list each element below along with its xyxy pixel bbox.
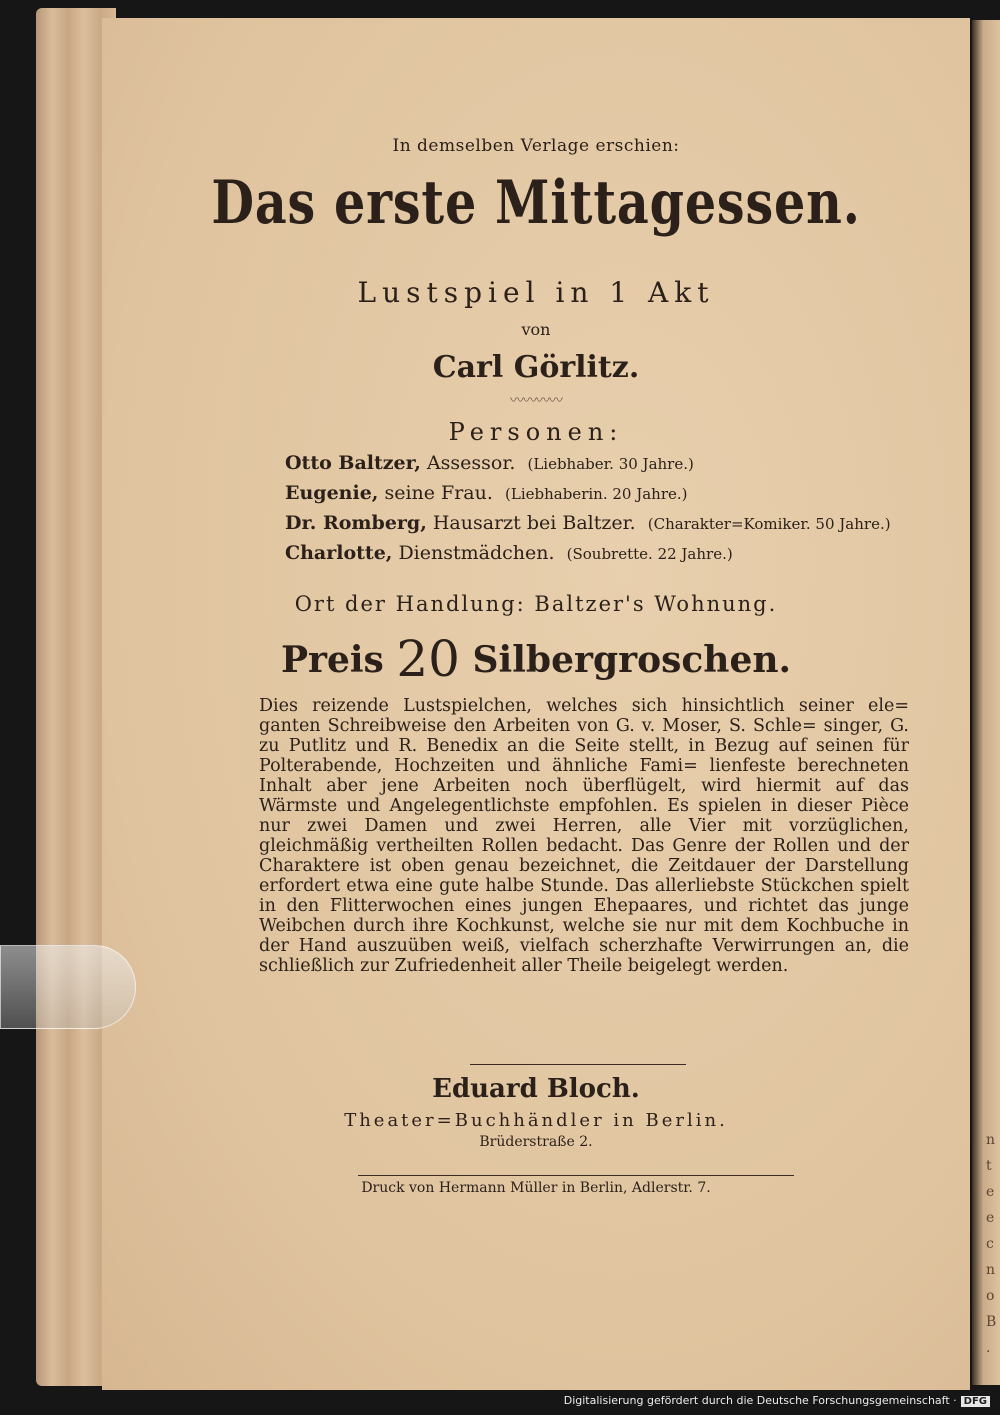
document-page [102, 18, 970, 1390]
cast-item [285, 542, 965, 572]
play-subtitle: Lustspiel in 1 Akt [357, 276, 715, 309]
price-amount: 20 [396, 630, 460, 688]
author-name: Carl Görlitz. [432, 350, 640, 385]
publisher-name: Eduard Bloch. [432, 1074, 640, 1104]
ornament-divider: 〰〰〰〰 [510, 393, 562, 409]
cast-role: Dienstmädchen. [392, 542, 555, 564]
cast-heading: Personen: [448, 418, 624, 446]
dfg-logo: DFG [961, 1396, 990, 1407]
cast-role: seine Frau. [378, 482, 493, 504]
printer-line: Druck von Hermann Müller in Berlin, Adlerstr. 7. [361, 1180, 711, 1196]
publisher-address: Brüderstraße 2. [479, 1134, 593, 1150]
edge-mark: n [986, 1132, 996, 1148]
edge-mark: n [986, 1262, 996, 1278]
edge-mark: e [986, 1184, 995, 1200]
cast-list [285, 452, 965, 572]
description-paragraph: Dies reizende Lustspielchen, welches sich hinsichtlich seiner ele= ganten Schreibweise den Arbeiten von G. v. Moser, S. Schle= singer, G. zu Putlitz und R. Benedix an die Seite stellt, in Bezug auf seinen für Polterabende, Hochzeiten und ähnliche Fami= lienfeste berechneten Inhalt aber jene Arbeiten noch überflügelt, wird hiermit auf das Wärmste und Angelegentlichste empfohlen. Es spielen in dieser Pièce nur zwei Damen und zwei Herren, alle Vier mit vorzüglichen, gleichmäßig vertheilten Rollen bedacht. Das Genre der Rollen und der Charaktere ist oben genau bezeichnet, die Zeitdauer der Darstellung erfordert etwa eine gute halbe Stunde. Das allerliebste Stückchen spielt in den Flitterwochen eines jungen Ehepaares, und richtet das junge Weibchen durch ihre Kochkunst, welche sie nur mit dem Kochbuche in der Hand auszuüben weiß, vielfach scherzhafte Verwirrungen an, die schließlich zur Zufriedenheit aller Theile beigelegt werden. [259, 696, 909, 976]
cast-name: Eugenie, [285, 482, 379, 504]
cast-note: (Liebhaberin. 20 Jahre.) [505, 485, 688, 503]
edge-mark: e [986, 1210, 995, 1226]
by-line: von [521, 320, 551, 339]
cast-note: (Charakter=Komiker. 50 Jahre.) [647, 515, 891, 533]
edge-mark: c [986, 1236, 994, 1252]
edge-mark: . [986, 1340, 991, 1356]
footer-credit: Digitalisierung gefördert durch die Deutsche Forschungsgemeinschaft · [563, 1394, 957, 1407]
cast-item [285, 452, 965, 482]
intro-line: In demselben Verlage erschien: [392, 136, 680, 156]
play-title: Das erste Mittagessen. [211, 168, 861, 238]
edge-mark: B [986, 1314, 997, 1330]
cast-role: Hausarzt bei Baltzer. [426, 512, 636, 534]
cast-item [285, 482, 965, 512]
price-label: Preis [280, 639, 384, 681]
scanner-clip [0, 945, 136, 1029]
cast-name: Otto Baltzer, [285, 452, 421, 474]
cast-role: Assessor. [420, 452, 516, 474]
adjacent-page-edge [972, 20, 1000, 1385]
cast-note: (Liebhaber. 30 Jahre.) [527, 455, 694, 473]
location-line: Ort der Handlung: Baltzer's Wohnung. [294, 592, 778, 616]
digitization-footer [564, 1394, 990, 1407]
cast-name: Charlotte, [285, 542, 393, 564]
divider-rule [358, 1175, 794, 1176]
divider-rule [470, 1064, 686, 1065]
edge-mark: t [986, 1158, 992, 1174]
publisher-role: Theater=Buchhändler in Berlin. [344, 1110, 728, 1131]
cast-item [285, 512, 965, 542]
price-unit: Silbergroschen. [472, 639, 792, 681]
edge-mark: o [986, 1288, 995, 1304]
cast-name: Dr. Romberg, [285, 512, 427, 534]
cast-note: (Soubrette. 22 Jahre.) [566, 545, 733, 563]
price-line [102, 630, 970, 688]
